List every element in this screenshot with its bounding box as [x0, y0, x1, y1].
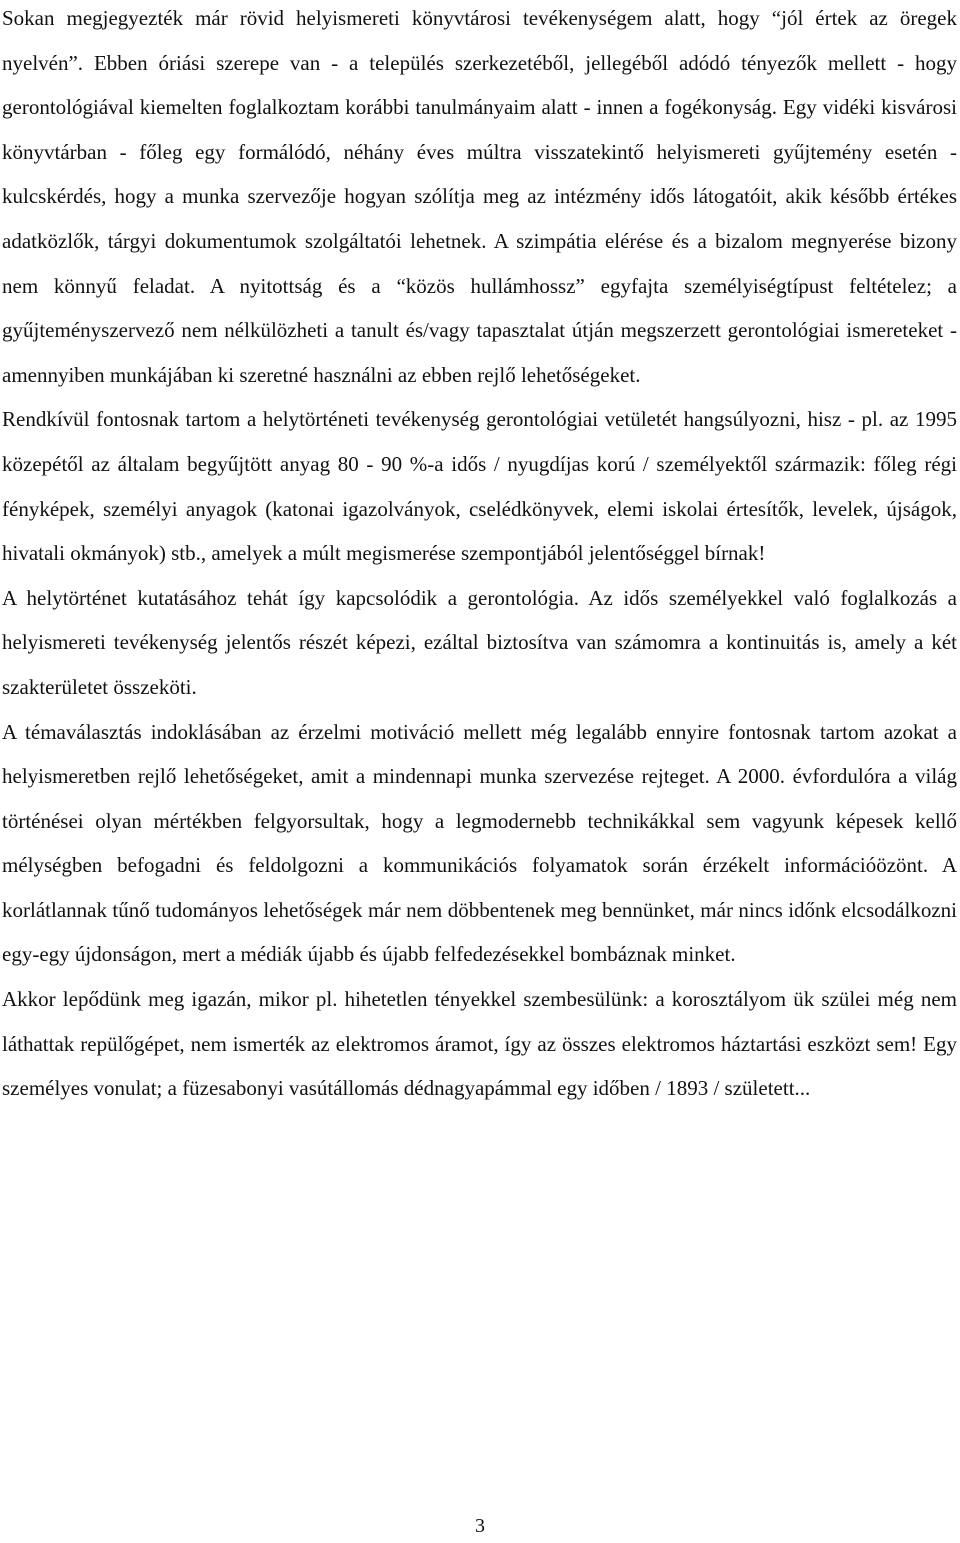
paragraph: A helytörténet kutatásához tehát így kapcsolódik a gerontológia. Az idős személyekkel való foglalkozás a helyismereti tevékenység jelentős részét képezi, ezáltal biztosítva van számomra a kontinuitás is, amely a két szakterületet összeköti. — [2, 585, 957, 699]
paragraph: A témaválasztás indoklásában az érzelmi motiváció mellett még legalább ennyire fontosnak tartom azokat a helyismeretben rejlő lehetőségeket, amit a mindennapi munka szervezése rejteget. A 2000. évfordulóra a világ történései olyan mértékben felgyorsultak, hogy a legmodernebb technikákkal sem vagyunk képesek kellő mélységben befogadni és feldolgozni a kommunikációs folyamatok során érzékelt információözönt. A korlátlannak tűnő tudományos lehetőségek már nem döbbentenek meg bennünket, már nincs időnk elcsodálkozni egy-egy újdonságon, mert a médiák újabb és újabb felfedezésekkel bombáznak minket. — [2, 719, 957, 967]
document-body — [2, 0, 957, 1111]
paragraph: Sokan megjegyezték már rövid helyismereti könyvtárosi tevékenységem alatt, hogy “jól értek az öregek nyelvén”. Ebben óriási szerepe van - a település szerkezetéből, jellegéből adódó tényezők mellett - hogy gerontológiával kiemelten foglalkoztam korábbi tanulmányaim alatt - innen a fogékonyság. Egy vidéki kisvárosi könyvtárban - főleg egy formálódó, néhány éves múltra visszatekintő helyismereti gyűjtemény esetén - kulcskérdés, hogy a munka szervezője hogyan szólítja meg az intézmény idős látogatóit, akik később értékes adatközlők, tárgyi dokumentumok szolgáltatói lehetnek. A szimpátia elérése és a bizalom megnyerése bizony nem könnyű feladat. A nyitottság és a “közös hullámhossz” egyfajta személyiségtípust feltételez; a gyűjteményszervező nem nélkülözheti a tanult és/vagy tapasztalat útján megszerzett gerontológiai ismereteket - amennyiben munkájában ki szeretné használni az ebben rejlő lehetőségeket. — [2, 6, 957, 387]
paragraph: Rendkívül fontosnak tartom a helytörténeti tevékenység gerontológiai vetületét hangsúlyozni, hisz - pl. az 1995 közepétől az általam begyűjtött anyag 80 - 90 %-a idős / nyugdíjas korú / személyektől származik: főleg régi fényképek, személyi anyagok (katonai igazolványok, cselédkönyvek, elemi iskolai értesítők, levelek, újságok, hivatali okmányok) stb., amelyek a múlt megismerése szempontjából jelentőséggel bírnak! — [2, 407, 957, 566]
paragraph: Akkor lepődünk meg igazán, mikor pl. hihetetlen tényekkel szembesülünk: a korosztályom ük szülei még nem láthattak repülőgépet, nem ismerték az elektromos áramot, így az összes elektromos háztartási eszközt sem! Egy személyes vonulat; a füzesabonyi vasútállomás dédnagyapámmal egy időben / 1893 / született... — [2, 987, 957, 1101]
page-number: 3 — [475, 1515, 485, 1537]
